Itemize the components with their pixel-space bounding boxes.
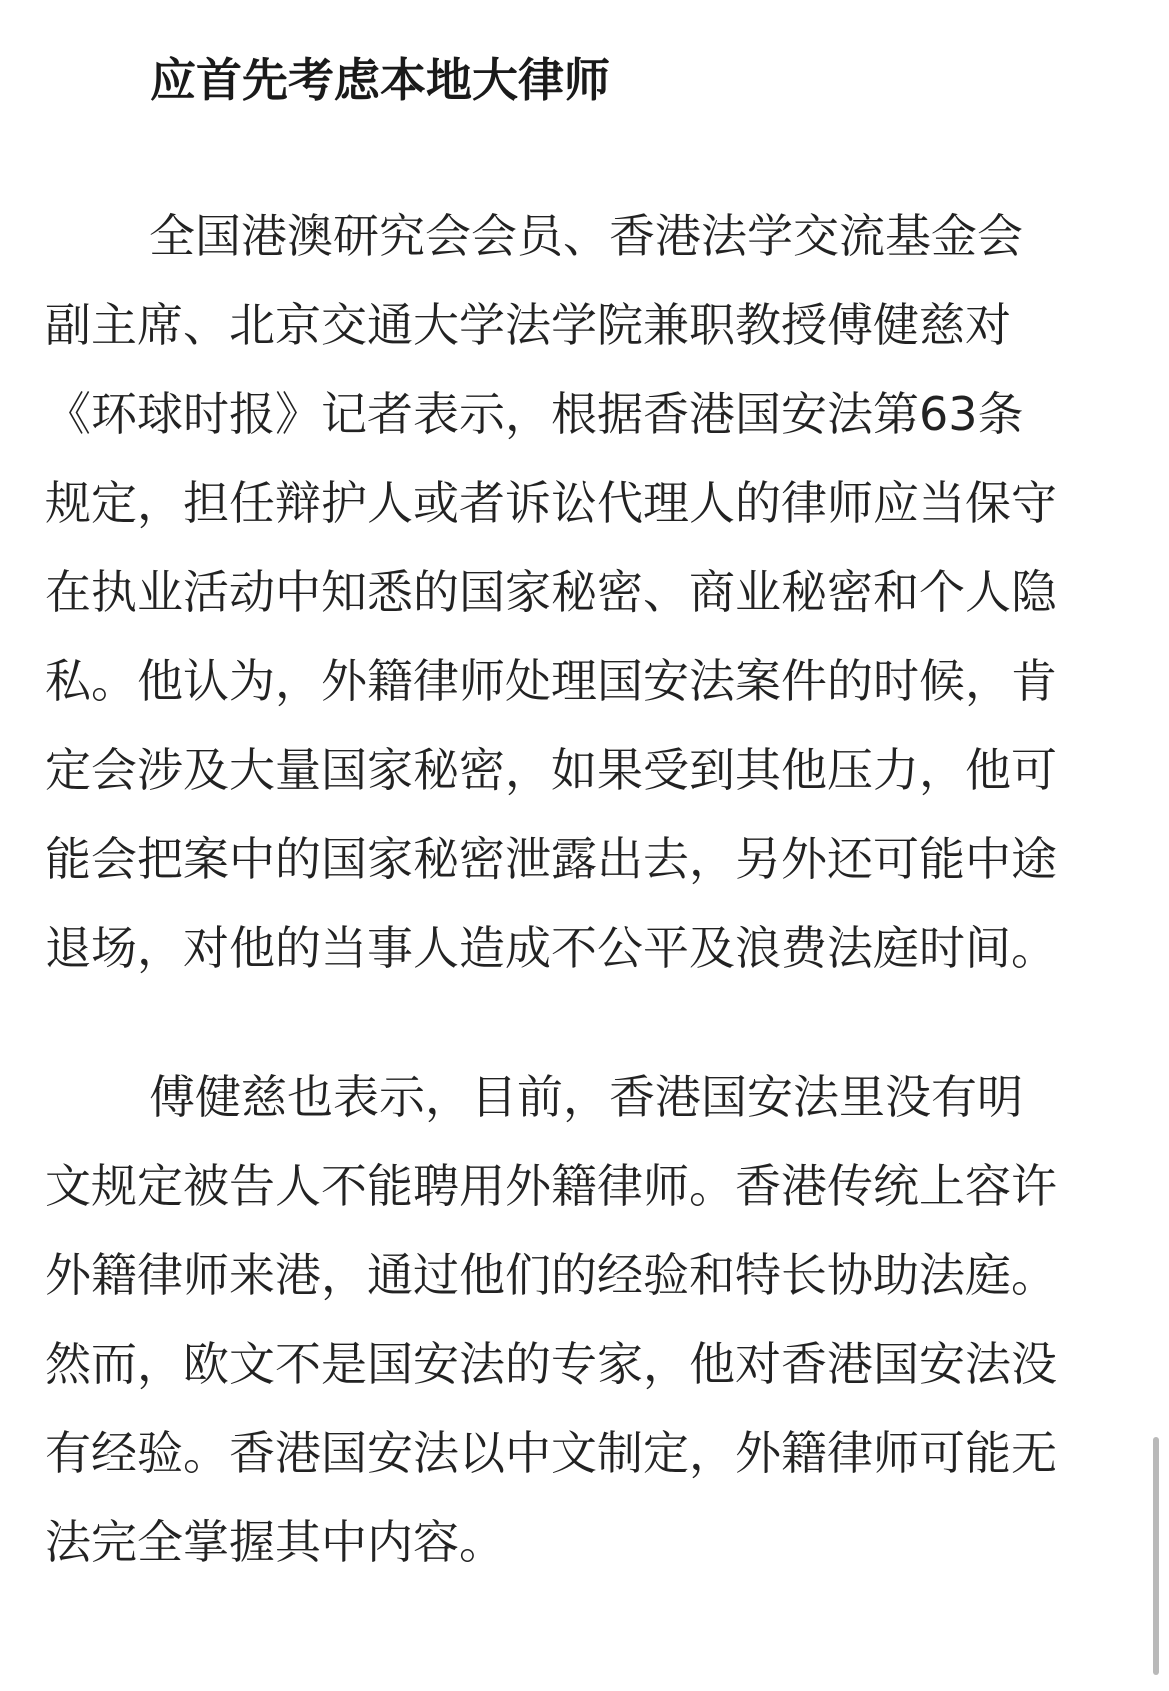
paragraph-line: 副主席、北京交通大学法学院兼职教授傅健慈对 [45,298,1011,352]
section-heading: 应首先考虑本地大律师 [150,53,610,107]
paragraph-line: 私。他认为，外籍律师处理国安法案件的时候，肯 [45,654,1057,708]
paragraph-line: 《环球时报》记者表示，根据香港国安法第63条 [45,387,1024,441]
paragraph-line: 在执业活动中知悉的国家秘密、商业秘密和个人隐 [45,565,1057,619]
paragraph-line: 法完全掌握其中内容。 [45,1515,505,1569]
article-body [45,38,1125,1647]
paragraph-line: 傅健慈也表示，目前，香港国安法里没有明 [149,1070,1023,1124]
vertical-scrollbar[interactable] [1153,1437,1159,1675]
paragraph-line: 外籍律师来港，通过他们的经验和特长协助法庭。 [45,1248,1057,1302]
paragraph-1 [45,192,1125,993]
paragraph-line: 规定，担任辩护人或者诉讼代理人的律师应当保守 [45,476,1057,530]
paragraph-line: 能会把案中的国家秘密泄露出去，另外还可能中途 [45,832,1057,886]
paragraph-line: 然而，欧文不是国安法的专家，他对香港国安法没 [45,1337,1057,1391]
paragraph-2 [45,1053,1125,1587]
paragraph-line: 全国港澳研究会会员、香港法学交流基金会 [149,209,1023,263]
paragraph-line: 有经验。香港国安法以中文制定，外籍律师可能无 [45,1426,1057,1480]
paragraph-line: 退场，对他的当事人造成不公平及浪费法庭时间。 [45,921,1057,975]
paragraph-line: 文规定被告人不能聘用外籍律师。香港传统上容许 [45,1159,1057,1213]
paragraph-line: 定会涉及大量国家秘密，如果受到其他压力，他可 [45,743,1057,797]
